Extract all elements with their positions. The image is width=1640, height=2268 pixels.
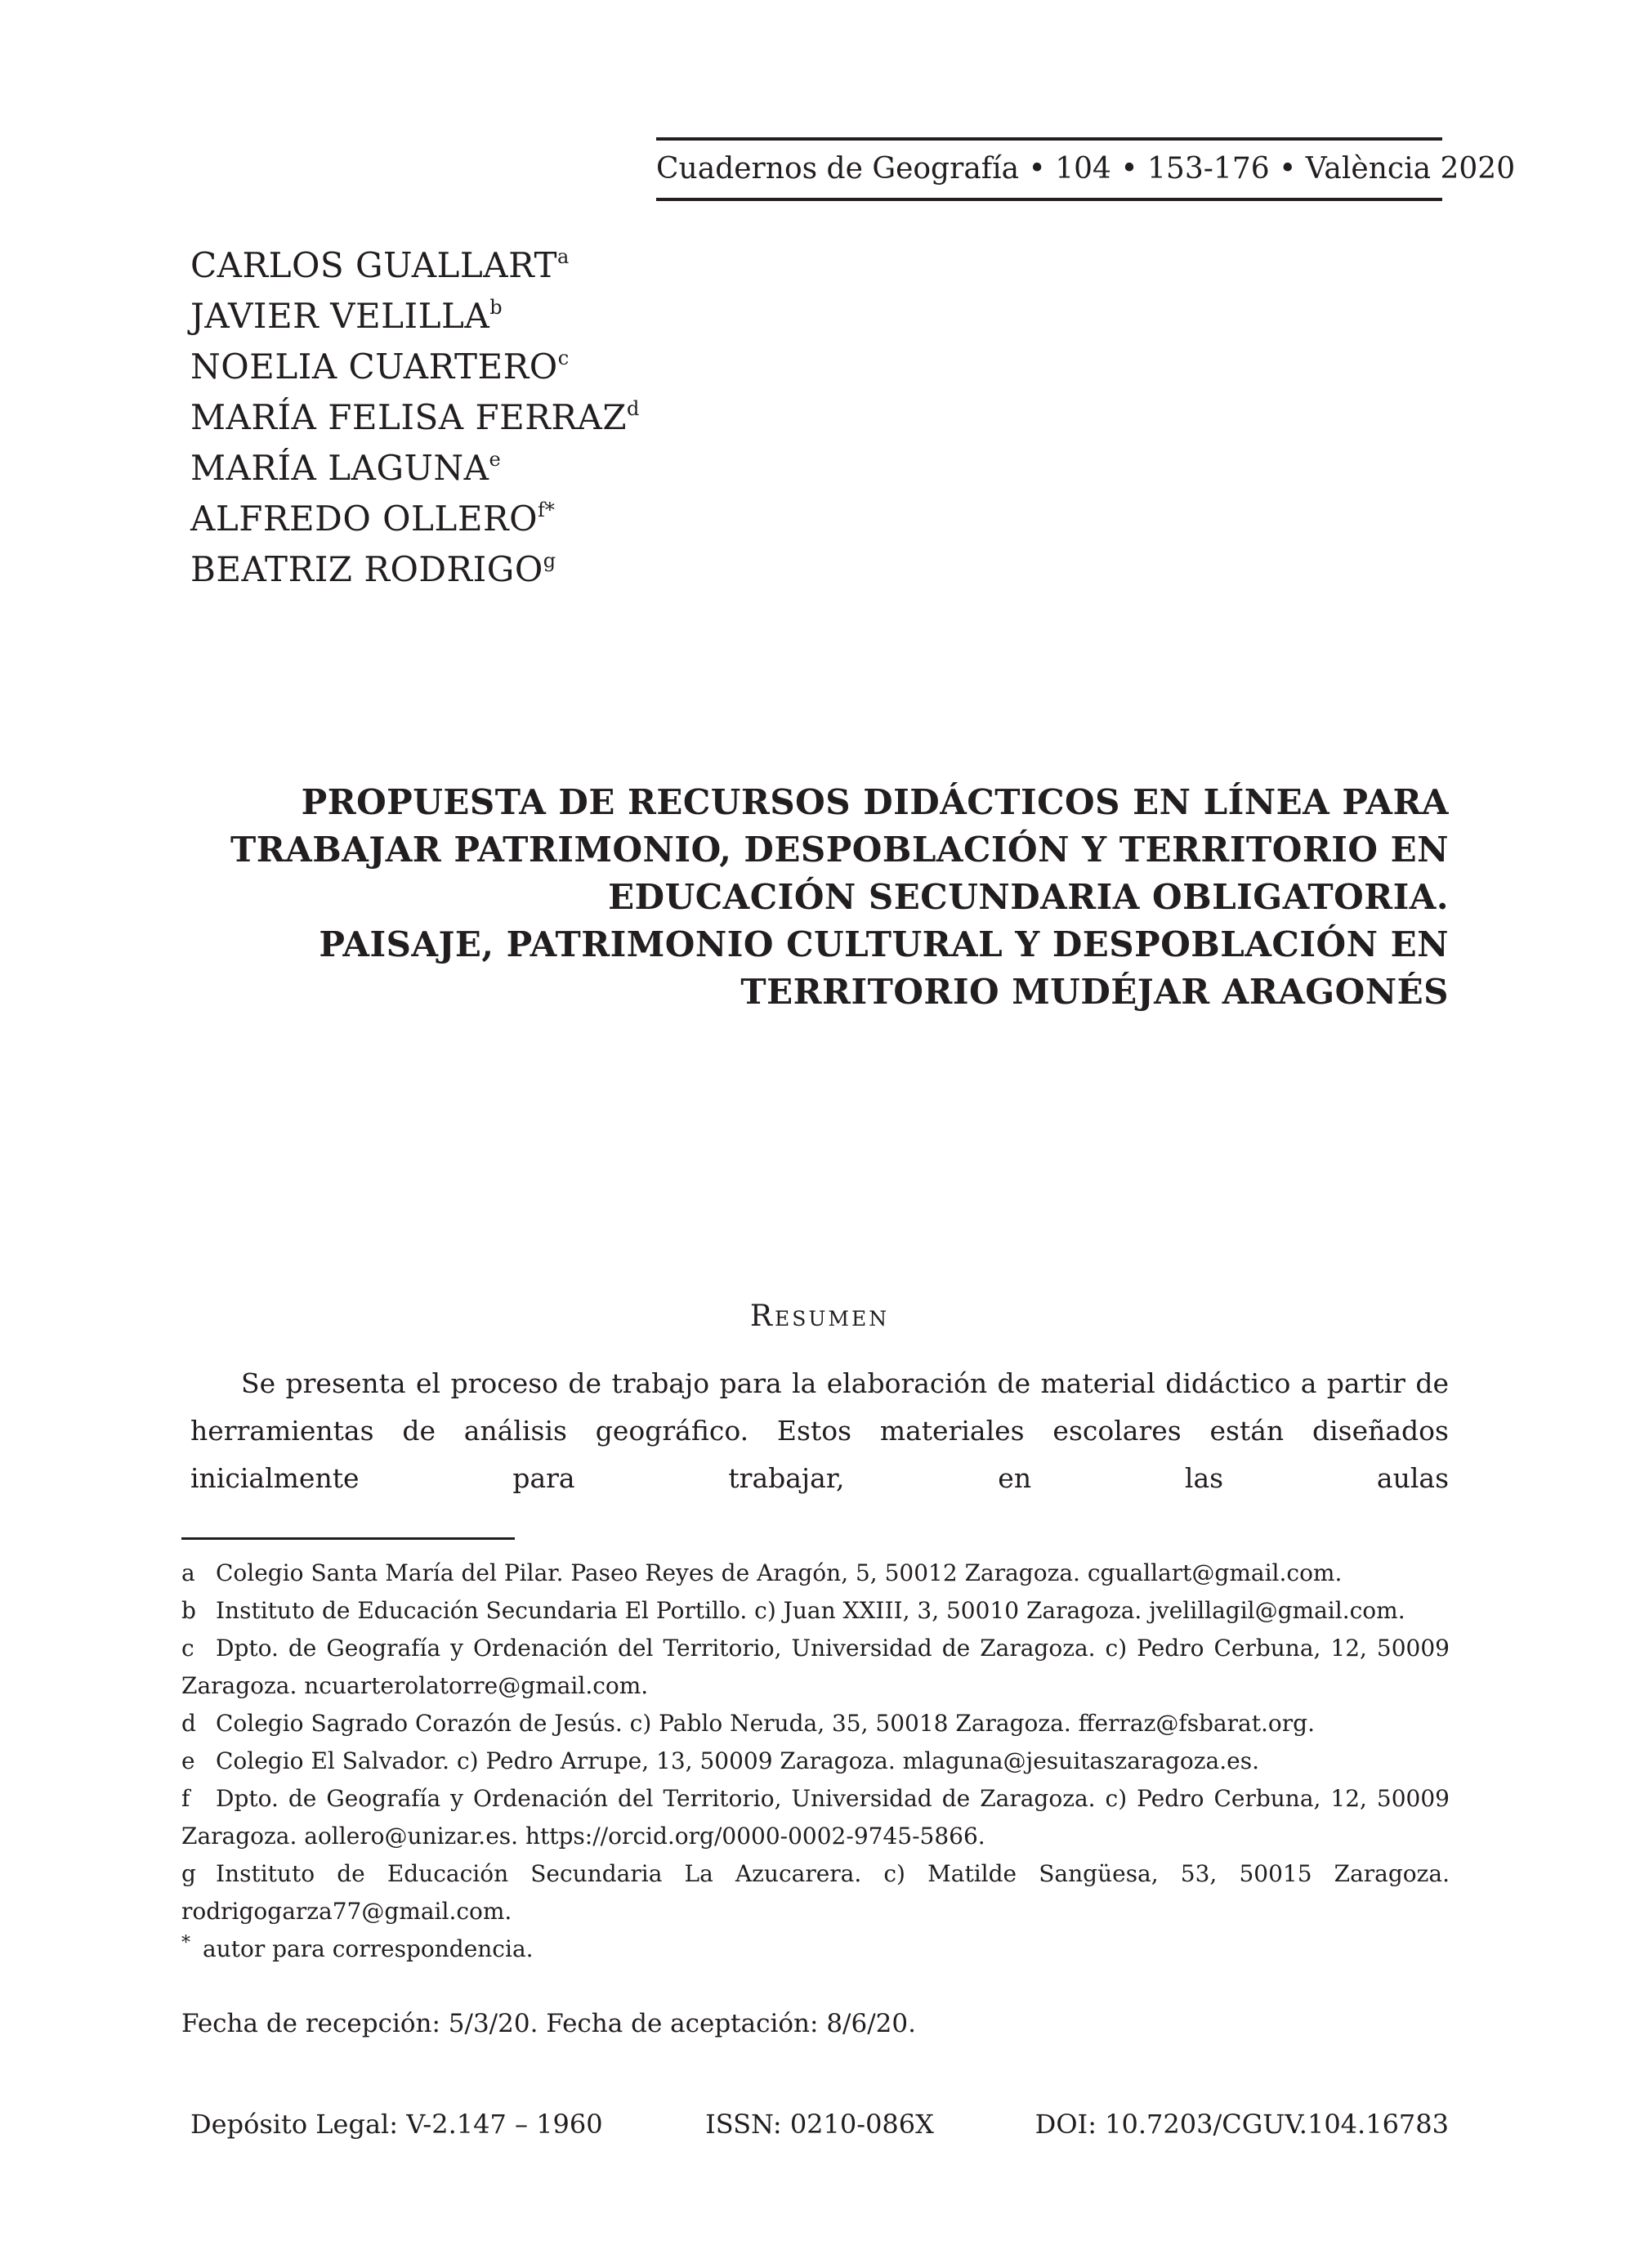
footnote-marker: c	[181, 1635, 194, 1662]
author-line	[190, 240, 639, 291]
footnote-b	[181, 1592, 1450, 1630]
author-affiliation-marker: e	[489, 448, 501, 471]
footnote-text: Dpto. de Geografía y Ordenación del Territorio, Universidad de Zaragoza. c) Pedro Cerbuna, 12, 50009 Zaragoza. ncuarterolatorre@gmail.com.	[181, 1635, 1450, 1699]
deposito-legal: Depósito Legal: V-2.147 – 1960	[190, 2109, 603, 2140]
author-affiliation-marker: a	[557, 245, 570, 268]
article-title-line: PAISAJE, PATRIMONIO CULTURAL Y DESPOBLACIÓN EN	[319, 924, 1449, 964]
journal-header	[656, 137, 1516, 201]
abstract-heading: Resumen	[749, 1300, 890, 1333]
author-name: CARLOS GUALLART	[190, 245, 558, 285]
footnote-separator-rule	[181, 1537, 515, 1540]
footnote-text: Instituto de Educación Secundaria El Portillo. c) Juan XXIII, 3, 50010 Zaragoza. jvelillagil@gmail.com.	[216, 1597, 1405, 1624]
footnote-marker: f	[181, 1785, 190, 1812]
author-affiliation-marker: f*	[538, 499, 555, 521]
footnote-text: Dpto. de Geografía y Ordenación del Territorio, Universidad de Zaragoza. c) Pedro Cerbuna, 12, 50009 Zaragoza. aollero@unizar.es. https://orcid.org/0000-0002-9745-5866.	[181, 1785, 1450, 1850]
footnote-text: Colegio El Salvador. c) Pedro Arrupe, 13, 50009 Zaragoza. mlaguna@jesuitaszaragoza.es.	[216, 1747, 1259, 1774]
author-affiliation-marker: b	[489, 296, 503, 319]
author-list	[190, 240, 639, 595]
author-name: JAVIER VELILLA	[190, 296, 490, 336]
footnote-marker: b	[181, 1597, 196, 1624]
footnote-e	[181, 1742, 1450, 1780]
footnote-corresponding-author: * autor para correspondencia.	[181, 1932, 534, 1962]
article-title-line: EDUCACIÓN SECUNDARIA OBLIGATORIA.	[608, 877, 1449, 917]
article-title-line: TERRITORIO MUDÉJAR ARAGONÉS	[740, 972, 1449, 1012]
footnote-g	[181, 1855, 1450, 1930]
footnote-text: Colegio Sagrado Corazón de Jesús. c) Pablo Neruda, 35, 50018 Zaragoza. fferraz@fsbarat.org.	[216, 1710, 1315, 1737]
abstract-text: Se presenta el proceso de trabajo para la elaboración de material didáctico a partir de herramientas de análisis geográfico. Estos materiales escolares están diseñados inicialmente para trabajar, en las aulas	[190, 1367, 1449, 1494]
author-name: ALFREDO OLLERO	[190, 499, 538, 539]
article-title-line: TRABAJAR PATRIMONIO, DESPOBLACIÓN Y TERRITORIO EN	[230, 830, 1449, 870]
author-affiliation-marker: g	[543, 549, 556, 572]
author-affiliation-marker: d	[627, 397, 640, 420]
footnote-c	[181, 1630, 1450, 1705]
author-affiliation-marker: c	[557, 347, 570, 369]
author-name: MARÍA FELISA FERRAZ	[190, 397, 628, 437]
author-line	[190, 342, 639, 392]
author-name: NOELIA CUARTERO	[190, 347, 558, 387]
journal-header-text: Cuadernos de Geografía • 104 • 153-176 • València 2020	[656, 152, 1516, 186]
author-line	[190, 544, 639, 595]
footnote-marker: e	[181, 1747, 195, 1774]
footnote-marker: g	[181, 1860, 196, 1887]
author-name: BEATRIZ RODRIGO	[190, 549, 543, 589]
footnote-a	[181, 1554, 1450, 1592]
footnote-d	[181, 1705, 1450, 1742]
footnote-marker: d	[181, 1710, 196, 1737]
article-title	[190, 779, 1449, 1016]
footnote-marker: a	[181, 1559, 195, 1586]
author-line	[190, 443, 639, 494]
footnote-list	[181, 1554, 1450, 1968]
issn: ISSN: 0210-086X	[705, 2109, 934, 2140]
footnote-text: autor para correspondencia.	[203, 1935, 534, 1962]
reception-acceptance-dates: Fecha de recepción: 5/3/20. Fecha de aceptación: 8/6/20.	[181, 2009, 916, 2038]
author-name: MARÍA LAGUNA	[190, 448, 489, 488]
author-line	[190, 494, 639, 544]
footnote-text: Colegio Santa María del Pilar. Paseo Reyes de Aragón, 5, 50012 Zaragoza. cguallart@gmail.com.	[216, 1559, 1343, 1586]
footnote-f	[181, 1780, 1450, 1855]
author-line	[190, 291, 639, 342]
article-title-line: PROPUESTA DE RECURSOS DIDÁCTICOS EN LÍNEA PARA	[301, 782, 1449, 822]
doi: DOI: 10.7203/CGUV.104.16783	[1034, 2109, 1449, 2140]
footnote-text: Instituto de Educación Secundaria La Azucarera. c) Matilde Sangüesa, 53, 50015 Zaragoza. rodrigogarza77@gmail.com.	[181, 1860, 1450, 1925]
author-line	[190, 392, 639, 443]
